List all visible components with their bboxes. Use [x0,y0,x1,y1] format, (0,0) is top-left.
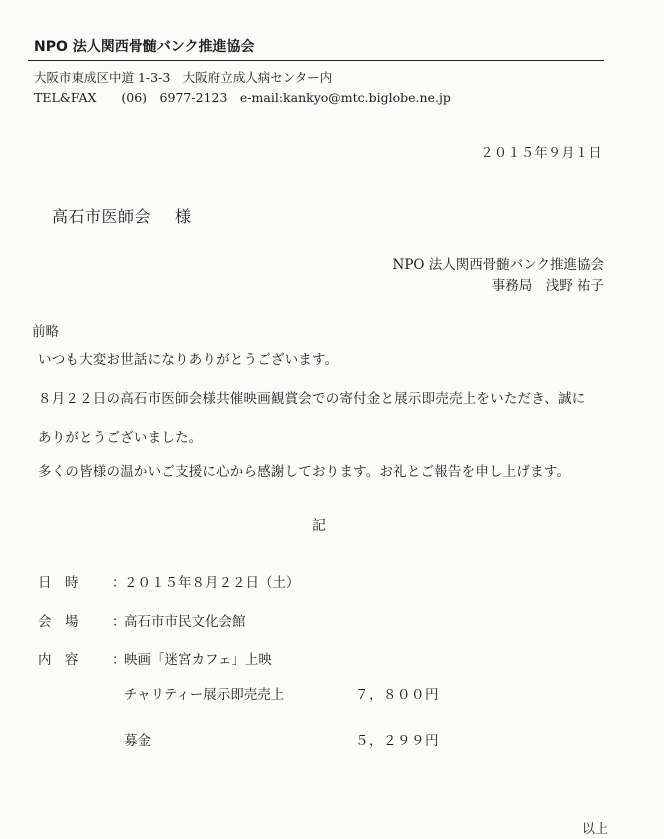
content-value: 映画「迷宮カフェ」上映 [124,652,272,668]
letter-date: ２０１５年９月１日 [480,146,602,161]
charity-sales-label: チャリティー展示即売売上 [124,687,285,703]
opening-greeting: 前略 [32,324,59,340]
closing-mark: 以上 [581,822,608,837]
body-paragraph-2-line-2: ありがとうございました。 [38,430,203,446]
record-heading: 記 [312,518,326,534]
addressee-name: 高石市医師会 [52,207,152,226]
sender-organization: NPO 法人関西骨髄バンク推進協会 [392,257,604,273]
addressee [52,204,192,227]
venue-value: 高石市市民文化会館 [124,614,246,630]
letterhead-address: 大阪市東成区中道 1-3-3 大阪府立成人病センター内 [34,70,333,85]
charity-sales-amount: ７，８００円 [355,687,439,703]
venue-colon: ： [112,614,126,630]
donation-amount: ５，２９９円 [355,733,439,749]
date-value: ２０１５年８月２２日（土） [124,575,300,591]
venue-label: 会 場 [38,614,79,630]
sender-person: 事務局 浅野 祐子 [491,278,604,294]
body-paragraph-1: いつも大変お世話になりありがとうございます。 [38,352,339,368]
letterhead-divider [28,60,604,61]
letterhead-organization: NPO 法人関西骨髄バンク推進協会 [34,39,255,55]
content-label: 内 容 [38,652,79,668]
letterhead-contact: TEL&FAX (06) 6977-2123 e-mail:kankyo@mtc.biglobe.ne.jp [34,90,451,105]
date-label: 日 時 [38,575,79,591]
donation-label: 募金 [124,733,151,749]
body-paragraph-3: 多くの皆様の温かいご支援に心から感謝しております。お礼とご報告を申し上げます。 [38,464,571,480]
body-paragraph-2-line-1: ８月２２日の高石市医師会様共催映画観賞会での寄付金と展示即売売上をいただき、誠に [38,391,586,407]
date-colon: ： [112,575,126,591]
content-colon: ： [112,652,126,668]
addressee-honorific: 様 [175,207,192,226]
